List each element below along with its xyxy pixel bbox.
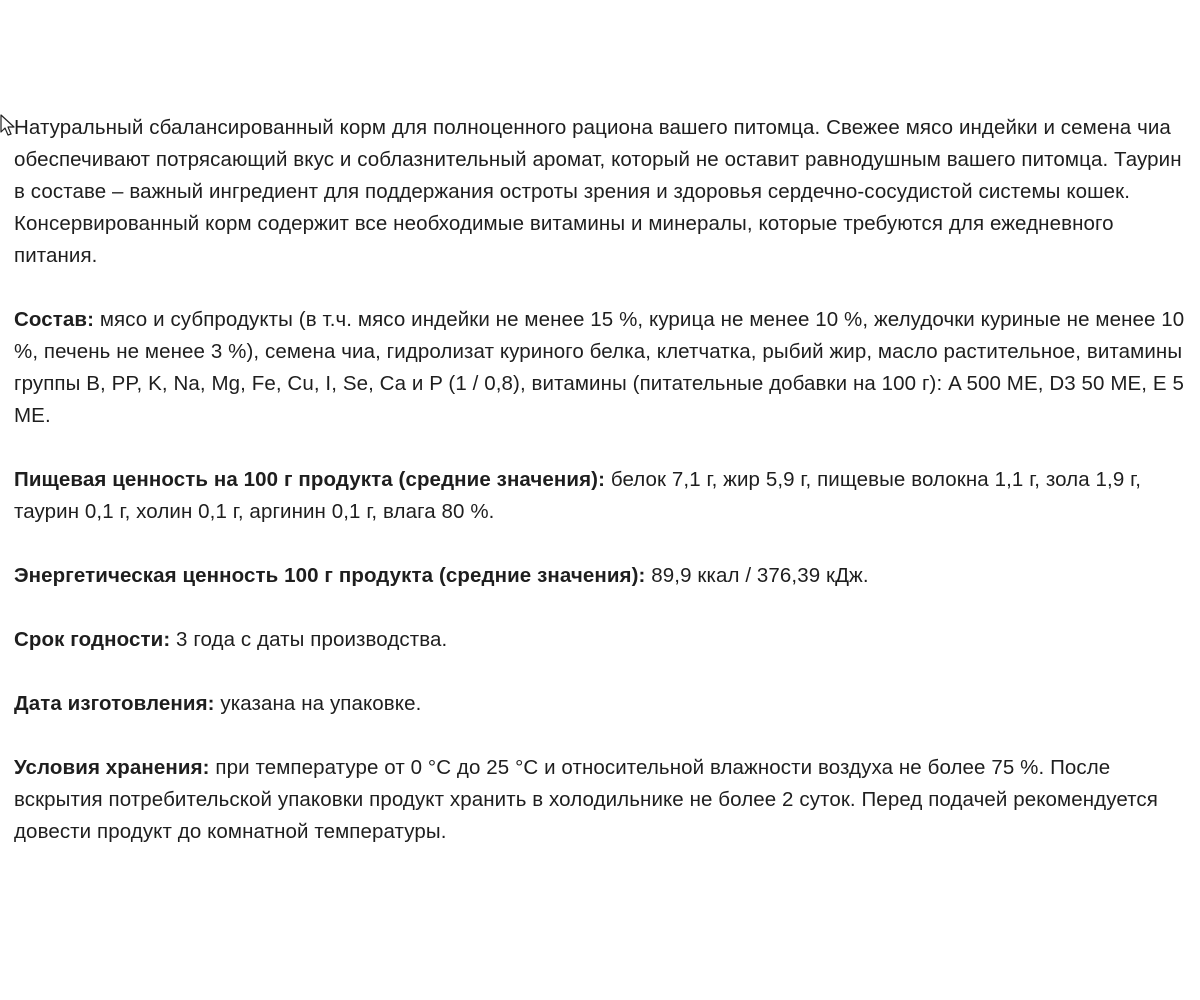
energy-text: 89,9 ккал / 376,39 кДж. (645, 564, 869, 587)
nutrition-label: Пищевая ценность на 100 г продукта (средние значения): (14, 468, 606, 491)
storage-paragraph (14, 752, 1186, 848)
manufacture-date-text: указана на упаковке. (214, 692, 422, 715)
shelf-life-text: 3 года с даты производства. (170, 628, 448, 651)
manufacture-date-paragraph (14, 688, 1186, 720)
storage-text: при температуре от 0 °C до 25 °C и относительной влажности воздуха не более 75 %. После вскрытия потребительской упаковки продукт хранить в холодильнике не более 2 суток. Перед подачей рекомендуется довести продукт до комнатной температуры. (14, 756, 1158, 843)
energy-paragraph (14, 560, 1186, 592)
energy-label: Энергетическая ценность 100 г продукта (средние значения): (14, 564, 646, 587)
description-text: Натуральный сбалансированный корм для полноценного рациона вашего питомца. Свежее мясо индейки и семена чиа обеспечивают потрясающий вкус и соблазнительный аромат, который не оставит равнодушным вашего питомца. Таурин в составе – важный ингредиент для поддержания остроты зрения и здоровья сердечно-сосудистой системы кошек. Консервированный корм содержит все необходимые витамины и минералы, которые требуются для ежедневного питания. (14, 116, 1182, 267)
description-paragraph (14, 112, 1186, 272)
shelf-life-paragraph (14, 624, 1186, 656)
nutrition-text: белок 7,1 г, жир 5,9 г, пищевые волокна 1,1 г, зола 1,9 г, таурин 0,1 г, холин 0,1 г, аргинин 0,1 г, влага 80 %. (14, 468, 1141, 523)
manufacture-date-label: Дата изготовления: (14, 692, 215, 715)
composition-text: мясо и субпродукты (в т.ч. мясо индейки не менее 15 %, курица не менее 10 %, желудочки куриные не менее 10 %, печень не менее 3 %), семена чиа, гидролизат куриного белка, клетчатка, рыбий жир, масло растительное, витамины группы B, PP, K, Na, Mg, Fe, Cu, I, Se, Ca и P (1 / 0,8), витамины (питательные добавки на 100 г): A 500 МЕ, D3 50 МЕ, E 5 МЕ. (14, 308, 1185, 427)
composition-paragraph (14, 304, 1186, 432)
storage-label: Условия хранения: (14, 756, 210, 779)
composition-label: Состав: (14, 308, 95, 331)
product-description-document (14, 112, 1186, 880)
shelf-life-label: Срок годности: (14, 628, 171, 651)
nutrition-paragraph (14, 464, 1186, 528)
